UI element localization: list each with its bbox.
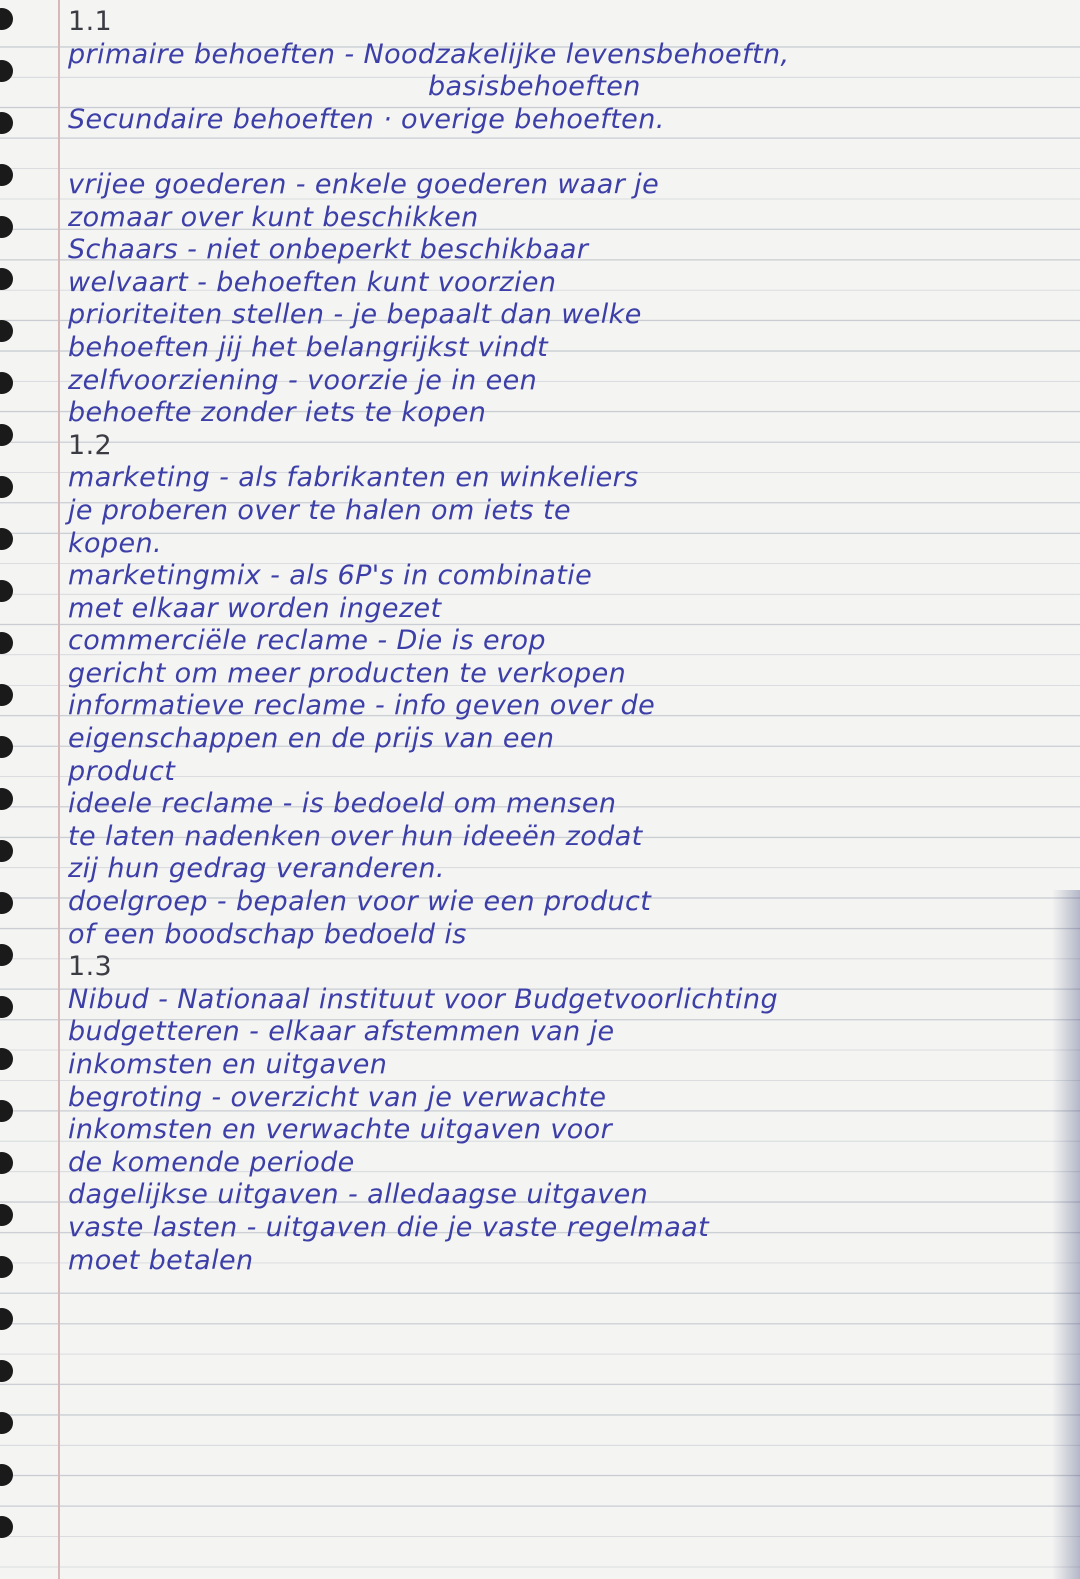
edge-scribble xyxy=(1052,890,1080,1579)
section-heading: 1.3 xyxy=(68,951,113,983)
note-line: zomaar over kunt beschikken xyxy=(68,201,479,233)
binder-hole xyxy=(0,996,13,1018)
binder-hole xyxy=(0,1360,13,1382)
binder-hole xyxy=(0,476,13,498)
binder-hole xyxy=(0,1464,13,1486)
note-line: vrijee goederen - enkele goederen waar je xyxy=(68,168,660,200)
binder-hole xyxy=(0,1048,13,1070)
binder-hole xyxy=(0,216,13,238)
section-heading: 1.2 xyxy=(68,429,113,461)
section-heading: 1.1 xyxy=(68,6,113,37)
note-line: ideele reclame - is bedoeld om mensen xyxy=(68,788,617,820)
note-line: zelfvoorziening - voorzie je in een xyxy=(68,364,538,396)
note-line: met elkaar worden ingezet xyxy=(68,592,442,624)
binder-hole xyxy=(0,1204,13,1226)
binder-hole xyxy=(0,268,13,290)
note-line: inkomsten en uitgaven xyxy=(68,1049,388,1080)
binder-hole xyxy=(0,1152,13,1174)
binder-hole xyxy=(0,8,13,30)
binder-hole xyxy=(0,632,13,654)
binder-hole xyxy=(0,60,13,82)
note-line: Nibud - Nationaal instituut voor Budgetvoorlichting xyxy=(68,983,779,1015)
binder-hole xyxy=(0,788,13,810)
note-line: primaire behoeften - Noodzakelijke levensbehoeftn, xyxy=(68,38,790,70)
binder-hole xyxy=(0,840,13,862)
binder-holes xyxy=(0,0,26,1579)
note-line: doelgroep - bepalen voor wie een product xyxy=(68,886,652,918)
note-line: te laten nadenken over hun ideeën zodat xyxy=(68,820,643,852)
note-line: Secundaire behoeften · overige behoeften. xyxy=(68,103,665,135)
note-line: moet betalen xyxy=(68,1244,254,1276)
note-line: Schaars - niet onbeperkt beschikbaar xyxy=(68,234,589,266)
binder-hole xyxy=(0,1256,13,1278)
binder-hole xyxy=(0,528,13,550)
binder-hole xyxy=(0,112,13,134)
binder-hole xyxy=(0,944,13,966)
note-line: zij hun gedrag veranderen. xyxy=(68,853,445,885)
note-line: dagelijkse uitgaven - alledaagse uitgaven xyxy=(68,1179,649,1211)
binder-hole xyxy=(0,1516,13,1538)
note-line: marketingmix - als 6P's in combinatie xyxy=(68,560,593,592)
note-line: of een boodschap bedoeld is xyxy=(68,918,467,950)
binder-hole xyxy=(0,1412,13,1434)
note-line: kopen. xyxy=(68,527,162,559)
note-line: product xyxy=(68,755,176,787)
binder-hole xyxy=(0,320,13,342)
margin-line xyxy=(58,0,60,1579)
binder-hole xyxy=(0,580,13,602)
note-line: behoefte zonder iets te kopen xyxy=(68,397,487,429)
binder-hole xyxy=(0,892,13,914)
note-line: informatieve reclame - info geven over de xyxy=(68,690,656,722)
binder-hole xyxy=(0,424,13,446)
note-line: basisbehoeften xyxy=(428,71,641,103)
note-line: je proberen over te halen om iets te xyxy=(68,494,571,526)
note-line xyxy=(68,136,1058,169)
note-line: inkomsten en verwachte uitgaven voor xyxy=(68,1114,613,1146)
note-line: prioriteiten stellen - je bepaalt dan welke xyxy=(68,299,642,331)
note-line: behoeften jij het belangrijkst vindt xyxy=(68,331,549,363)
binder-hole xyxy=(0,1100,13,1122)
note-line: begroting - overzicht van je verwachte xyxy=(68,1081,607,1113)
binder-hole xyxy=(0,736,13,758)
note-line: vaste lasten - uitgaven die je vaste regelmaat xyxy=(68,1211,710,1243)
binder-hole xyxy=(0,1308,13,1330)
binder-hole xyxy=(0,684,13,706)
handwritten-notes xyxy=(68,6,1058,1277)
note-line: marketing - als fabrikanten en winkeliers xyxy=(68,462,639,494)
binder-hole xyxy=(0,164,13,186)
note-line: de komende periode xyxy=(68,1146,355,1178)
note-line: eigenschappen en de prijs van een xyxy=(68,723,555,755)
note-line: budgetteren - elkaar afstemmen van je xyxy=(68,1016,615,1048)
binder-hole xyxy=(0,372,13,394)
note-line: gericht om meer producten te verkopen xyxy=(68,657,627,689)
note-line: welvaart - behoeften kunt voorzien xyxy=(68,266,557,298)
note-line: commerciële reclame - Die is erop xyxy=(68,625,546,657)
